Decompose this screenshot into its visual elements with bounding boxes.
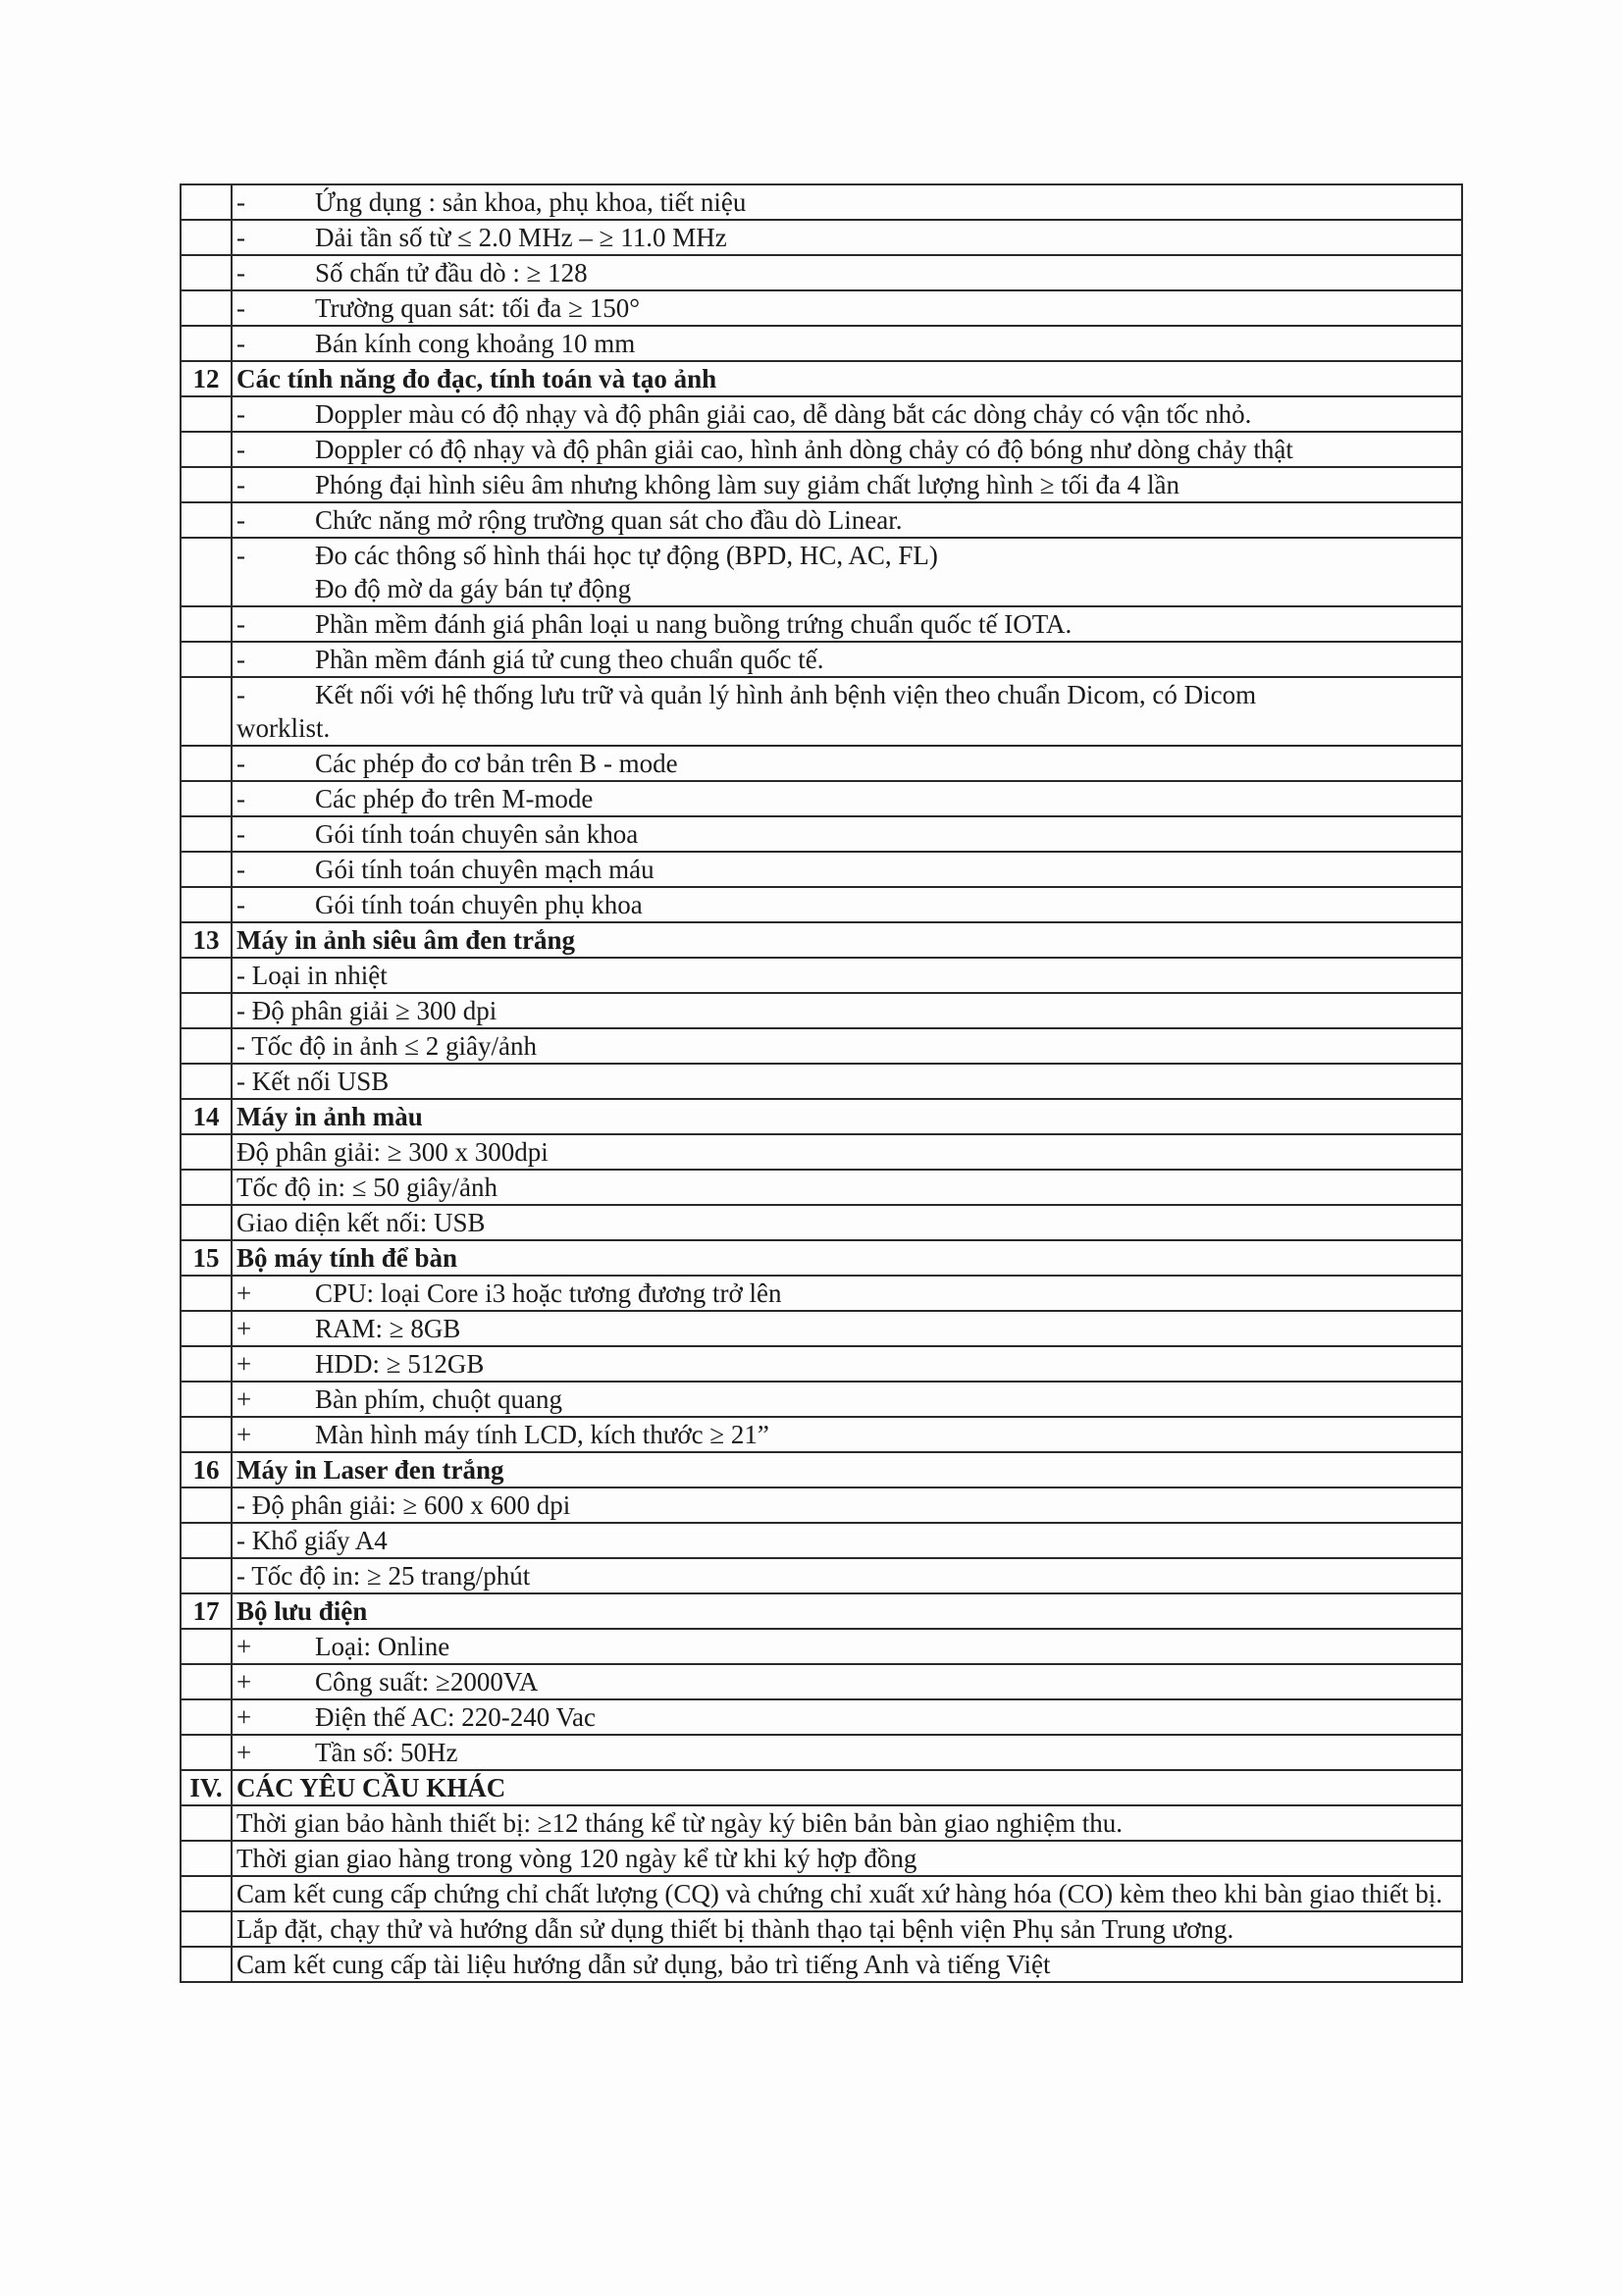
spec-text-cell bbox=[232, 326, 1462, 361]
section-title: Máy in Laser đen trắng bbox=[236, 1455, 504, 1485]
spec-text-cell bbox=[232, 290, 1462, 326]
bullet-marker: - bbox=[236, 890, 245, 919]
bullet-marker: - bbox=[236, 223, 245, 252]
spec-text-cell bbox=[232, 1205, 1462, 1240]
spec-text: Dải tần số từ ≤ 2.0 MHz – ≥ 11.0 MHz bbox=[315, 223, 727, 252]
bullet-marker: - bbox=[236, 855, 245, 884]
spec-text-cell bbox=[232, 1346, 1462, 1382]
spec-text: HDD: ≥ 512GB bbox=[315, 1349, 485, 1379]
spec-text-cell bbox=[232, 887, 1462, 922]
spec-text: Thời gian bảo hành thiết bị: ≥12 tháng kể từ ngày ký biên bản bàn giao nghiệm thu. bbox=[236, 1808, 1124, 1838]
spec-text: Phần mềm đánh giá phân loại u nang buồng trứng chuẩn quốc tế IOTA. bbox=[315, 609, 1073, 639]
bullet-marker: - bbox=[236, 609, 245, 639]
spec-text-cell bbox=[232, 1735, 1462, 1770]
spec-text: Lắp đặt, chạy thử và hướng dẫn sử dụng thiết bị thành thạo tại bệnh viện Phụ sản Trung ương. bbox=[236, 1914, 1234, 1944]
spec-row bbox=[181, 467, 1462, 502]
item-number-cell bbox=[181, 1841, 232, 1876]
item-number-cell: 12 bbox=[181, 361, 232, 396]
spec-text-continued: worklist. bbox=[236, 713, 331, 743]
bullet-marker: - bbox=[236, 541, 245, 570]
item-number-cell bbox=[181, 1276, 232, 1311]
spec-text: Doppler có độ nhạy và độ phân giải cao, hình ảnh dòng chảy có độ bóng như dòng chảy thật bbox=[315, 435, 1293, 464]
item-number-cell bbox=[181, 781, 232, 816]
spec-text: Loại: Online bbox=[315, 1632, 450, 1661]
item-number-cell: 16 bbox=[181, 1452, 232, 1487]
bullet-marker: + bbox=[236, 1702, 252, 1732]
spec-row bbox=[181, 1170, 1462, 1205]
bullet-marker: - bbox=[236, 293, 245, 323]
spec-text: Ứng dụng : sản khoa, phụ khoa, tiết niệu bbox=[315, 187, 747, 217]
item-number-cell bbox=[181, 993, 232, 1028]
spec-text-cell bbox=[232, 1770, 1462, 1805]
item-number-cell: 17 bbox=[181, 1593, 232, 1629]
spec-text: Màn hình máy tính LCD, kích thước ≥ 21” bbox=[315, 1420, 769, 1449]
bullet-marker: - bbox=[236, 505, 245, 535]
spec-text-cell bbox=[232, 1099, 1462, 1134]
item-number-cell bbox=[181, 502, 232, 538]
item-number-cell bbox=[181, 432, 232, 467]
spec-text: Thời gian giao hàng trong vòng 120 ngày kể từ khi ký hợp đồng bbox=[236, 1844, 917, 1873]
spec-text-cell bbox=[232, 922, 1462, 958]
spec-text: Đo các thông số hình thái học tự động (BPD, HC, AC, FL) bbox=[315, 541, 938, 570]
section-header-row bbox=[181, 1099, 1462, 1134]
spec-row bbox=[181, 1523, 1462, 1558]
spec-text-cell bbox=[232, 852, 1462, 887]
spec-text: Tốc độ in: ≤ 50 giây/ảnh bbox=[236, 1173, 498, 1202]
spec-text-cell bbox=[232, 1699, 1462, 1735]
bullet-marker: - bbox=[236, 470, 245, 499]
item-number-cell bbox=[181, 1523, 232, 1558]
spec-text-cell bbox=[232, 1841, 1462, 1876]
spec-row bbox=[181, 1735, 1462, 1770]
item-number-cell bbox=[181, 1947, 232, 1982]
spec-text: - Độ phân giải ≥ 300 dpi bbox=[236, 996, 497, 1025]
spec-row bbox=[181, 781, 1462, 816]
bullet-marker: - bbox=[236, 749, 245, 778]
item-number-cell bbox=[181, 396, 232, 432]
spec-row bbox=[181, 1876, 1462, 1911]
spec-text-cell bbox=[232, 606, 1462, 642]
section-title: Các tính năng đo đạc, tính toán và tạo ảnh bbox=[236, 364, 717, 393]
section-header-row bbox=[181, 1452, 1462, 1487]
spec-row bbox=[181, 887, 1462, 922]
bullet-marker: + bbox=[236, 1278, 252, 1308]
spec-row bbox=[181, 1417, 1462, 1452]
item-number-cell bbox=[181, 606, 232, 642]
spec-text: CPU: loại Core i3 hoặc tương đương trở lên bbox=[315, 1278, 782, 1308]
spec-row bbox=[181, 1064, 1462, 1099]
spec-row bbox=[181, 746, 1462, 781]
item-number-cell bbox=[181, 1735, 232, 1770]
spec-row bbox=[181, 993, 1462, 1028]
spec-text-cell bbox=[232, 1876, 1462, 1911]
spec-row bbox=[181, 538, 1462, 606]
bullet-marker: - bbox=[236, 819, 245, 849]
spec-text: - Loại in nhiệt bbox=[236, 961, 388, 990]
section-title: Máy in ảnh màu bbox=[236, 1102, 423, 1131]
spec-row bbox=[181, 1382, 1462, 1417]
section-header-row bbox=[181, 922, 1462, 958]
spec-row bbox=[181, 1699, 1462, 1735]
bullet-marker: + bbox=[236, 1349, 252, 1379]
section-header-row bbox=[181, 361, 1462, 396]
spec-text: Chức năng mở rộng trường quan sát cho đầu dò Linear. bbox=[315, 505, 903, 535]
spec-row bbox=[181, 1311, 1462, 1346]
spec-text-cell bbox=[232, 1170, 1462, 1205]
spec-row bbox=[181, 1841, 1462, 1876]
spec-row bbox=[181, 1028, 1462, 1064]
item-number-cell bbox=[181, 1028, 232, 1064]
item-number-cell: 14 bbox=[181, 1099, 232, 1134]
spec-text-cell bbox=[232, 538, 1462, 606]
item-number-cell bbox=[181, 1805, 232, 1841]
spec-row bbox=[181, 816, 1462, 852]
spec-row bbox=[181, 642, 1462, 677]
item-number-cell bbox=[181, 255, 232, 290]
item-number-cell: 13 bbox=[181, 922, 232, 958]
spec-text-cell bbox=[232, 396, 1462, 432]
bullet-marker: + bbox=[236, 1632, 252, 1661]
section-title: Bộ máy tính để bàn bbox=[236, 1243, 458, 1273]
spec-text: Trường quan sát: tối đa ≥ 150° bbox=[315, 293, 641, 323]
section-title: Bộ lưu điện bbox=[236, 1596, 368, 1626]
spec-text: - Khổ giấy A4 bbox=[236, 1526, 388, 1555]
bullet-marker: + bbox=[236, 1384, 252, 1414]
spec-text-cell bbox=[232, 255, 1462, 290]
spec-text: Phần mềm đánh giá tử cung theo chuẩn quốc tế. bbox=[315, 645, 824, 674]
spec-text-cell bbox=[232, 432, 1462, 467]
spec-text-cell bbox=[232, 220, 1462, 255]
item-number-cell: IV. bbox=[181, 1770, 232, 1805]
bullet-marker: - bbox=[236, 329, 245, 358]
spec-row bbox=[181, 1205, 1462, 1240]
item-number-cell bbox=[181, 816, 232, 852]
spec-text-cell bbox=[232, 1417, 1462, 1452]
spec-text-cell bbox=[232, 746, 1462, 781]
bullet-marker: - bbox=[236, 187, 245, 217]
item-number-cell bbox=[181, 538, 232, 606]
spec-row bbox=[181, 1346, 1462, 1382]
spec-row bbox=[181, 396, 1462, 432]
item-number-cell bbox=[181, 1311, 232, 1346]
spec-text-cell bbox=[232, 1911, 1462, 1947]
spec-text: Công suất: ≥2000VA bbox=[315, 1667, 539, 1696]
spec-text-cell bbox=[232, 1064, 1462, 1099]
spec-row bbox=[181, 606, 1462, 642]
item-number-cell bbox=[181, 1205, 232, 1240]
item-number-cell bbox=[181, 1876, 232, 1911]
spec-text: Gói tính toán chuyên phụ khoa bbox=[315, 890, 643, 919]
spec-row bbox=[181, 852, 1462, 887]
section-header-row bbox=[181, 1770, 1462, 1805]
spec-row bbox=[181, 1947, 1462, 1982]
spec-text: Tần số: 50Hz bbox=[315, 1738, 458, 1767]
spec-text: Cam kết cung cấp tài liệu hướng dẫn sử dụng, bảo trì tiếng Anh và tiếng Việt bbox=[236, 1950, 1051, 1979]
spec-text-cell bbox=[232, 993, 1462, 1028]
bullet-marker: - bbox=[236, 784, 245, 813]
spec-text-cell bbox=[232, 1523, 1462, 1558]
spec-row bbox=[181, 1134, 1462, 1170]
spec-text-cell bbox=[232, 1240, 1462, 1276]
spec-text: - Độ phân giải: ≥ 600 x 600 dpi bbox=[236, 1490, 571, 1520]
spec-text: Độ phân giải: ≥ 300 x 300dpi bbox=[236, 1137, 549, 1167]
spec-row bbox=[181, 1629, 1462, 1664]
spec-text-cell bbox=[232, 1805, 1462, 1841]
spec-text: Kết nối với hệ thống lưu trữ và quản lý hình ảnh bệnh viện theo chuẩn Dicom, có Dicom bbox=[315, 680, 1257, 709]
spec-text: - Kết nối USB bbox=[236, 1067, 390, 1096]
spec-text-cell bbox=[232, 502, 1462, 538]
spec-text-continued: Đo độ mờ da gáy bán tự động bbox=[315, 574, 632, 603]
item-number-cell bbox=[181, 1064, 232, 1099]
spec-row bbox=[181, 432, 1462, 467]
section-title: Máy in ảnh siêu âm đen trắng bbox=[236, 925, 576, 955]
spec-text-cell bbox=[232, 816, 1462, 852]
spec-text-cell bbox=[232, 1558, 1462, 1593]
spec-text-cell bbox=[232, 781, 1462, 816]
bullet-marker: - bbox=[236, 258, 245, 287]
spec-row bbox=[181, 677, 1462, 746]
item-number-cell bbox=[181, 184, 232, 220]
item-number-cell bbox=[181, 642, 232, 677]
spec-table-body bbox=[181, 184, 1462, 1982]
spec-row bbox=[181, 326, 1462, 361]
spec-row bbox=[181, 255, 1462, 290]
spec-row bbox=[181, 1664, 1462, 1699]
section-header-row bbox=[181, 1240, 1462, 1276]
spec-text-cell bbox=[232, 1593, 1462, 1629]
section-title: CÁC YÊU CẦU KHÁC bbox=[236, 1773, 506, 1802]
spec-row bbox=[181, 290, 1462, 326]
spec-table bbox=[180, 183, 1463, 1983]
spec-row bbox=[181, 1276, 1462, 1311]
spec-text-cell bbox=[232, 1276, 1462, 1311]
spec-text-cell bbox=[232, 1947, 1462, 1982]
spec-text-cell bbox=[232, 1664, 1462, 1699]
item-number-cell bbox=[181, 1417, 232, 1452]
item-number-cell bbox=[181, 1699, 232, 1735]
spec-text: - Tốc độ in: ≥ 25 trang/phút bbox=[236, 1561, 531, 1591]
item-number-cell bbox=[181, 290, 232, 326]
spec-text-cell bbox=[232, 1311, 1462, 1346]
spec-text: Giao diện kết nối: USB bbox=[236, 1208, 486, 1237]
item-number-cell: 15 bbox=[181, 1240, 232, 1276]
spec-text-cell bbox=[232, 677, 1462, 746]
item-number-cell bbox=[181, 1382, 232, 1417]
spec-text: - Tốc độ in ảnh ≤ 2 giây/ảnh bbox=[236, 1031, 538, 1061]
spec-text-cell bbox=[232, 1134, 1462, 1170]
bullet-marker: + bbox=[236, 1667, 252, 1696]
spec-text: Gói tính toán chuyên sản khoa bbox=[315, 819, 639, 849]
spec-text: Các phép đo trên M-mode bbox=[315, 784, 594, 813]
item-number-cell bbox=[181, 887, 232, 922]
bullet-marker: + bbox=[236, 1738, 252, 1767]
bullet-marker: - bbox=[236, 645, 245, 674]
spec-text-cell bbox=[232, 1382, 1462, 1417]
item-number-cell bbox=[181, 746, 232, 781]
item-number-cell bbox=[181, 467, 232, 502]
spec-row bbox=[181, 1558, 1462, 1593]
spec-row bbox=[181, 1805, 1462, 1841]
bullet-marker: - bbox=[236, 680, 245, 709]
spec-text: Gói tính toán chuyên mạch máu bbox=[315, 855, 654, 884]
spec-text: Doppler màu có độ nhạy và độ phân giải cao, dễ dàng bắt các dòng chảy có vận tốc nhỏ. bbox=[315, 399, 1252, 429]
spec-text-cell bbox=[232, 1452, 1462, 1487]
spec-text-cell bbox=[232, 467, 1462, 502]
item-number-cell bbox=[181, 1134, 232, 1170]
bullet-marker: - bbox=[236, 435, 245, 464]
spec-text: Bàn phím, chuột quang bbox=[315, 1384, 562, 1414]
bullet-marker: + bbox=[236, 1314, 252, 1343]
spec-text-cell bbox=[232, 1487, 1462, 1523]
spec-text-cell bbox=[232, 1028, 1462, 1064]
item-number-cell bbox=[181, 958, 232, 993]
spec-text-cell bbox=[232, 642, 1462, 677]
item-number-cell bbox=[181, 220, 232, 255]
bullet-marker: - bbox=[236, 399, 245, 429]
spec-text-cell bbox=[232, 958, 1462, 993]
item-number-cell bbox=[181, 1558, 232, 1593]
spec-text-cell bbox=[232, 361, 1462, 396]
spec-text: Các phép đo cơ bản trên B - mode bbox=[315, 749, 678, 778]
item-number-cell bbox=[181, 1664, 232, 1699]
spec-row bbox=[181, 1911, 1462, 1947]
item-number-cell bbox=[181, 1629, 232, 1664]
spec-text: Cam kết cung cấp chứng chỉ chất lượng (CQ) và chứng chỉ xuất xứ hàng hóa (CO) kèm theo khi bàn giao thiết bị. bbox=[236, 1879, 1443, 1908]
spec-text: Điện thế AC: 220-240 Vac bbox=[315, 1702, 596, 1732]
spec-text: Bán kính cong khoảng 10 mm bbox=[315, 329, 636, 358]
item-number-cell bbox=[181, 1911, 232, 1947]
item-number-cell bbox=[181, 1487, 232, 1523]
bullet-marker: + bbox=[236, 1420, 252, 1449]
spec-row bbox=[181, 184, 1462, 220]
item-number-cell bbox=[181, 1170, 232, 1205]
spec-text-cell bbox=[232, 184, 1462, 220]
item-number-cell bbox=[181, 326, 232, 361]
spec-text: Số chấn tử đầu dò : ≥ 128 bbox=[315, 258, 588, 287]
spec-text: Phóng đại hình siêu âm nhưng không làm suy giảm chất lượng hình ≥ tối đa 4 lần bbox=[315, 470, 1180, 499]
spec-row bbox=[181, 958, 1462, 993]
spec-row bbox=[181, 220, 1462, 255]
spec-text-cell bbox=[232, 1629, 1462, 1664]
item-number-cell bbox=[181, 1346, 232, 1382]
spec-row bbox=[181, 502, 1462, 538]
section-header-row bbox=[181, 1593, 1462, 1629]
item-number-cell bbox=[181, 677, 232, 746]
spec-text: RAM: ≥ 8GB bbox=[315, 1314, 461, 1343]
item-number-cell bbox=[181, 852, 232, 887]
spec-row bbox=[181, 1487, 1462, 1523]
